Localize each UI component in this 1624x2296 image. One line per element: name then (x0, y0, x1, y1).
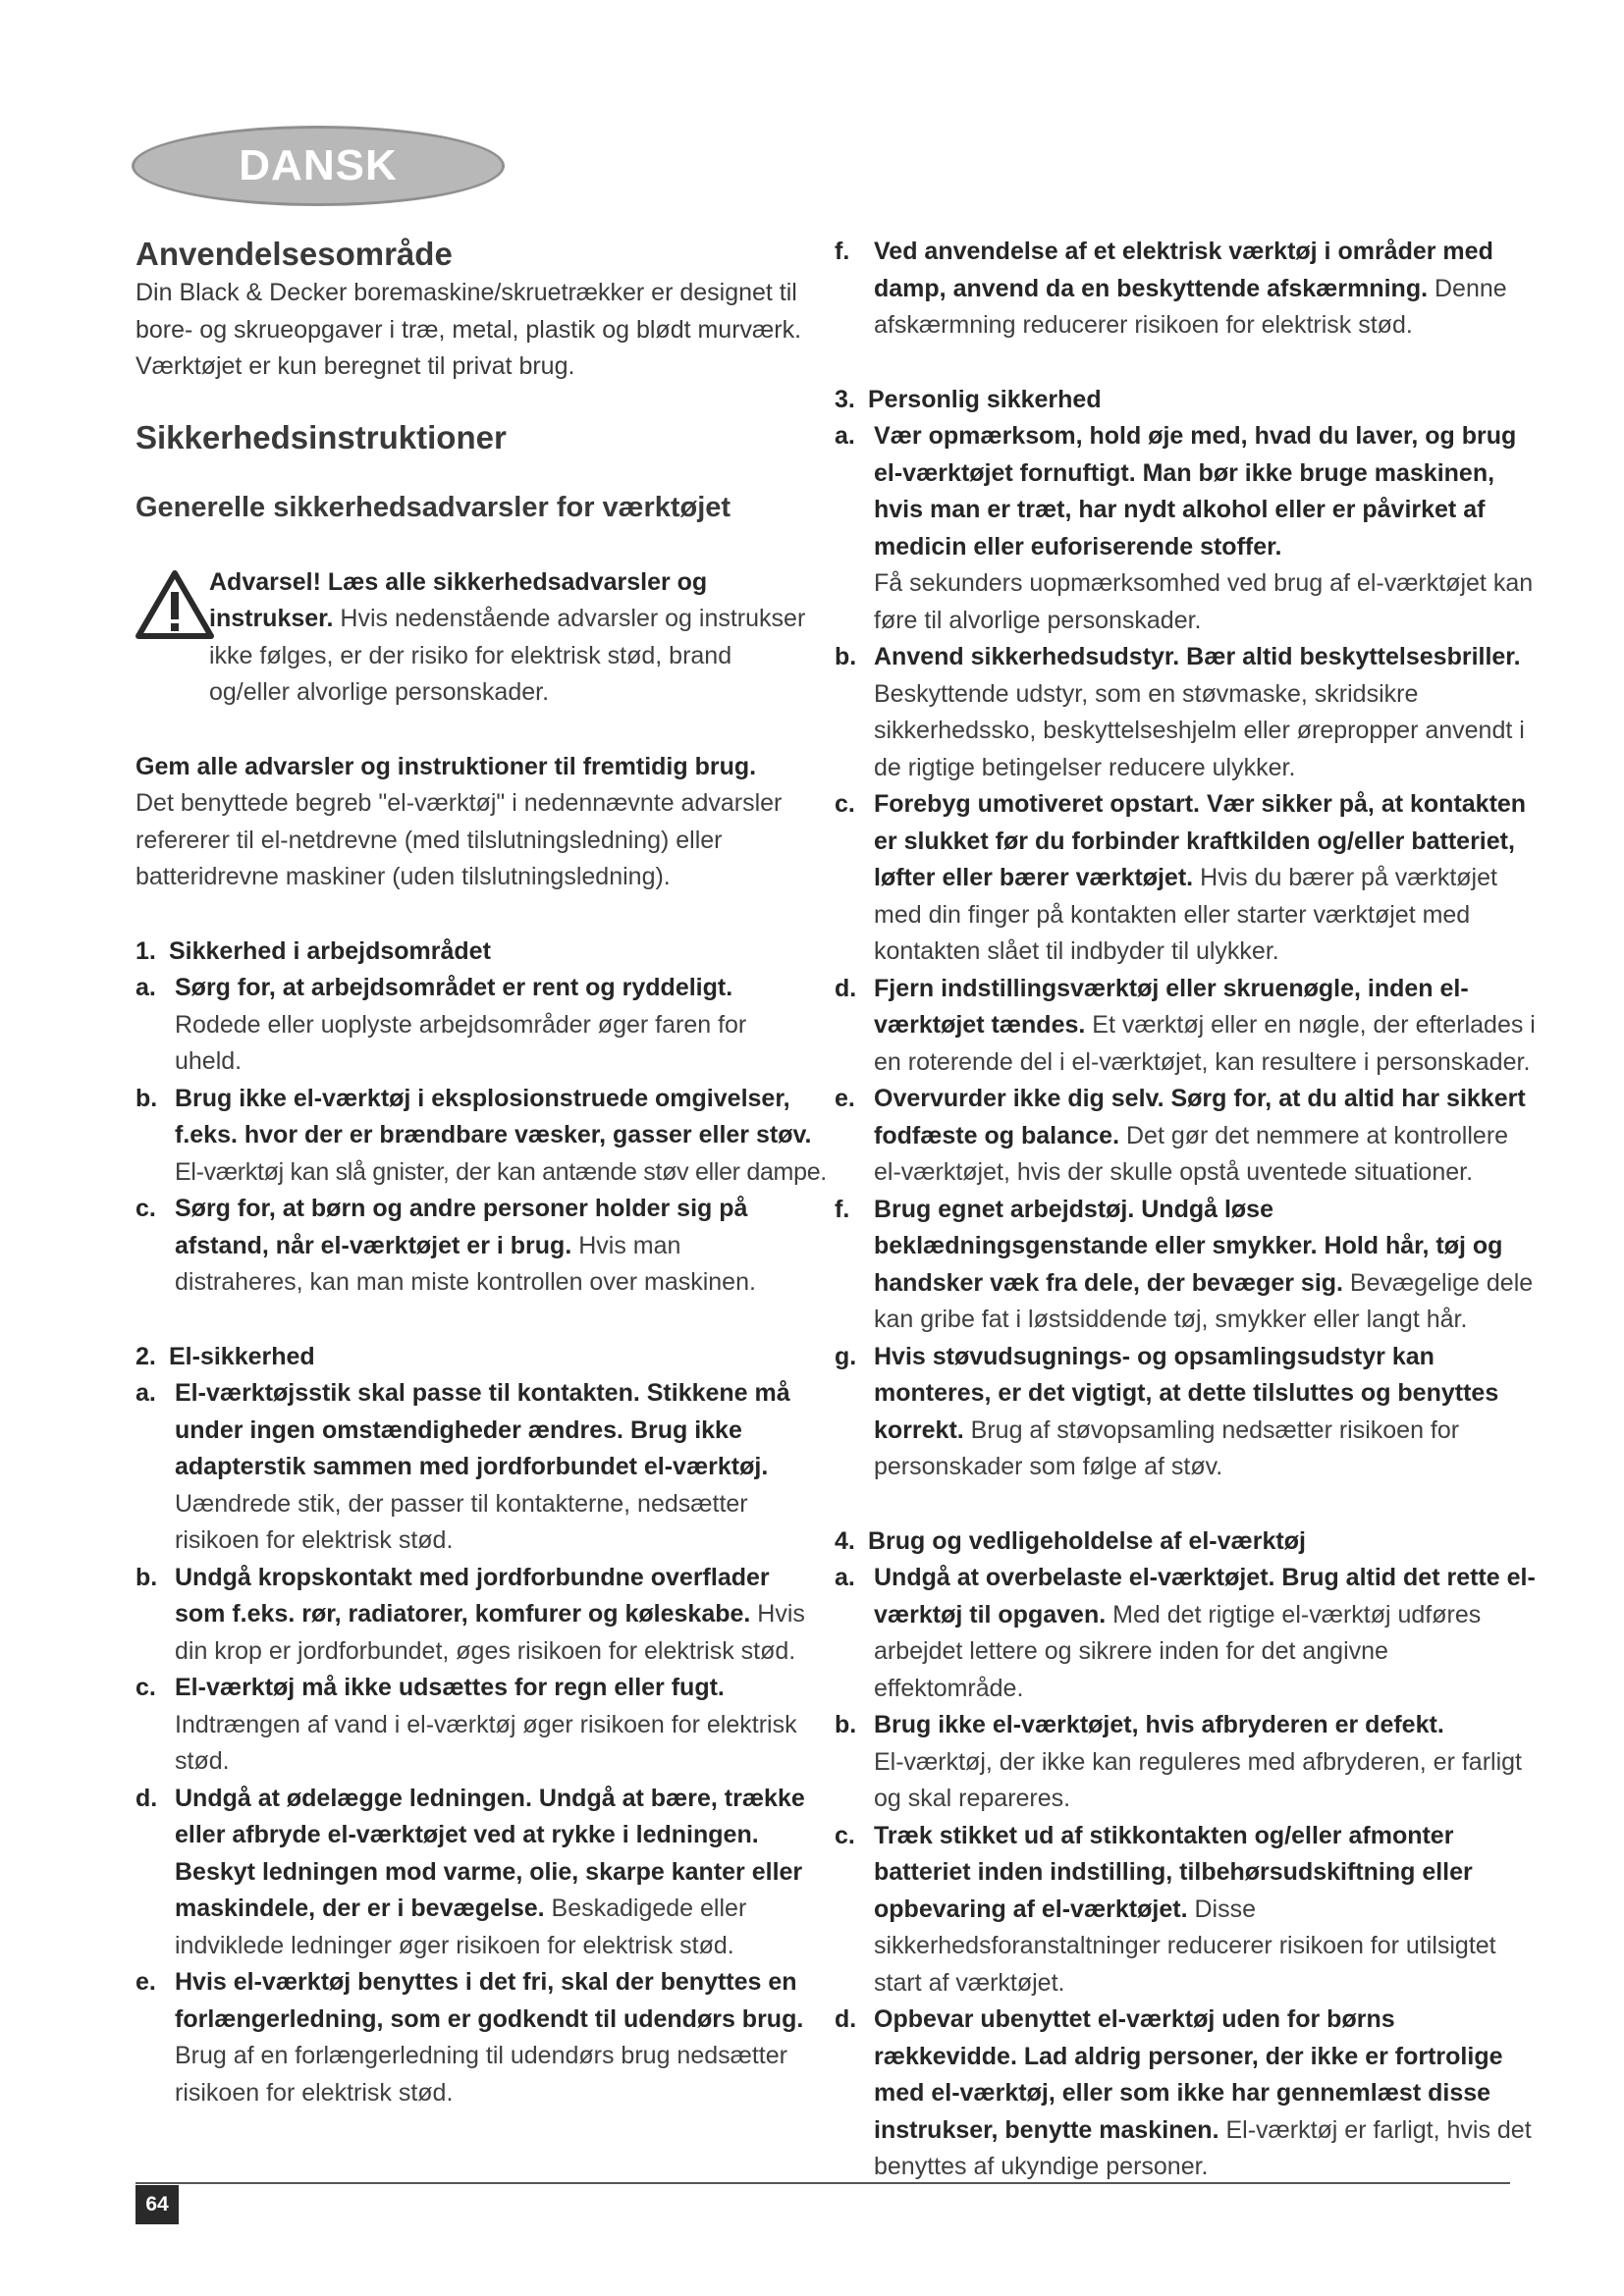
item-label: d. (835, 2005, 857, 2033)
item-label: a. (135, 1379, 156, 1407)
item-2a (135, 1375, 813, 1560)
item-label: c. (835, 1821, 855, 1849)
section-4-heading (835, 1523, 1537, 1561)
item-label: g. (835, 1342, 857, 1370)
item-3a (835, 418, 1537, 639)
item-label: d. (835, 974, 857, 1002)
item-2b-text: Hvis din krop er jordforbundet, øges risikoen for elektrisk stød. (175, 1600, 805, 1665)
footer-rule (135, 2182, 1510, 2184)
item-1a-bold: Sørg for, at arbejdsområdet er rent og ryddeligt. (175, 974, 733, 1001)
item-3g-bold: Hvis støvudsugnings- og opsamlingsudstyr kan monteres, er det vigtigt, at dette tilsluttes og benyttes korrekt. (874, 1342, 1499, 1444)
section-1-title: Sikkerhed i arbejdsområdet (169, 936, 491, 965)
item-4d (835, 2002, 1537, 2186)
item-1c-bold: Sørg for, at børn og andre personer holder sig på afstand, når el-værktøjet er i brug. (175, 1195, 748, 1259)
item-3e-text: Det gør det nemmere at kontrollere el-værktøjet, hvis der skulle opstå uventede situationer. (874, 1121, 1509, 1186)
item-2a-bold: El-værktøjsstik skal passe til kontakten. Stikkene må under ingen omstændigheder ændres. Brug ikke adapterstik sammen med jordforbundet el-værktøj. (175, 1379, 790, 1480)
section-3-heading (835, 382, 1537, 419)
item-2b (135, 1560, 813, 1671)
warning-block (135, 564, 813, 712)
item-label: b. (835, 1711, 857, 1738)
item-3d-text: Et værktøj eller en nøgle, der efterlades i en roterende del i el-værktøjet, kan resultere i personskader. (874, 1011, 1536, 1076)
warning-bold: Advarsel! Læs alle sikkerhedsadvarsler og instrukser. (209, 567, 708, 632)
item-2e (135, 1964, 813, 2111)
language-badge (132, 126, 505, 206)
page-number: 64 (135, 2185, 179, 2224)
item-4d-bold: Opbevar ubenyttet el-værktøj uden for børns rækkevidde. Lad aldrig personer, der ikke er fortrolige med el-værktøj, eller som ikke har gennemlæst disse instrukser, benytte maskinen. (874, 2005, 1503, 2144)
item-2c (135, 1670, 813, 1781)
item-label: c. (135, 1195, 156, 1222)
keep-text: Det benyttede begreb "el-værktøj" i nedennævnte advarsler refererer til el-netdrevne (med tilslutningsledning) eller batteridrevne maskiner (uden tilslutningsledning). (135, 789, 783, 890)
item-3d (835, 971, 1537, 1082)
section-1-number: 1. (135, 936, 156, 965)
item-label: c. (135, 1674, 156, 1701)
heading-use: Anvendelsesområde (135, 236, 453, 272)
keep-block (135, 749, 813, 896)
item-2f-text: Denne afskærmning reducerer risikoen for elektrisk stød. (874, 274, 1507, 339)
heading-safety: Sikkerhedsinstruktioner (135, 418, 507, 455)
section-3-number: 3. (835, 385, 855, 413)
item-3f-text: Bevægelige dele kan gribe fat i løstsiddende tøj, smykker eller langt hår. (874, 1268, 1534, 1333)
item-4d-text: El-værktøj er farligt, hvis det benyttes af ukyndige personer. (874, 2115, 1532, 2180)
heading-general: Generelle sikkerhedsadvarsler for værktøjet (135, 491, 731, 523)
item-1b-text: El-værktøj kan slå gnister, der kan antænde støv eller dampe. (175, 1157, 827, 1186)
item-4b-text: El-værktøj, der ikke kan reguleres med afbryderen, er farligt og skal repareres. (874, 1747, 1522, 1812)
item-3g-text: Brug af støvopsamling nedsætter risikoen for personskader som følge af støv. (874, 1415, 1460, 1480)
item-4b (835, 1707, 1537, 1818)
item-2f-bold: Ved anvendelse af et elektrisk værktøj i områder med damp, anvend da en beskyttende afskærmning. (874, 238, 1493, 302)
item-label: b. (835, 643, 857, 670)
item-3b-text: Beskyttende udstyr, som en støvmaske, skridsikre sikkerhedssko, beskyttelseshjelm eller ørepropper anvendt i de rigtige betingelser reducere ulykker. (874, 679, 1525, 781)
item-4a-bold: Undgå at overbelaste el-værktøjet. Brug altid det rette el-værktøj til opgaven. (874, 1564, 1536, 1629)
item-1c (135, 1191, 813, 1302)
section-4-title: Brug og vedligeholdelse af el-værktøj (868, 1526, 1306, 1555)
item-2c-bold: El-værktøj må ikke udsættes for regn eller fugt. (175, 1674, 725, 1701)
item-label: b. (135, 1084, 158, 1112)
item-label: f. (835, 238, 850, 265)
item-2e-text: Brug af en forlængerledning til udendørs brug nedsætter risikoen for elektrisk stød. (175, 2042, 787, 2107)
item-label: a. (835, 1564, 855, 1591)
item-2f (835, 234, 1537, 345)
item-1b (135, 1081, 827, 1192)
item-1a (135, 970, 813, 1081)
item-3b-bold: Anvend sikkerhedsudstyr. Bær altid beskyttelsesbriller. (874, 643, 1521, 670)
section-1-heading (135, 934, 813, 971)
item-2a-text: Uændrede stik, der passer til kontakterne, nedsætter risikoen for elektrisk stød. (175, 1489, 748, 1554)
item-label: a. (835, 422, 855, 450)
use-text: Din Black & Decker boremaskine/skruetrækker er designet til bore- og skrueopgaver i træ, metal, plastik og blødt murværk. Værktøjet er kun beregnet til privat brug. (135, 279, 802, 380)
warning-triangle-icon (135, 570, 214, 639)
item-label: a. (135, 974, 156, 1001)
item-2d (135, 1781, 813, 1965)
language-label: DANSK (239, 141, 398, 189)
section-2-number: 2. (135, 1342, 156, 1370)
item-label: f. (835, 1195, 850, 1223)
item-label: e. (835, 1085, 855, 1112)
item-2e-bold: Hvis el-værktøj benyttes i det fri, skal der benyttes en forlængerledning, som er godkendt til udendørs brug. (175, 1968, 804, 2033)
item-3f-bold: Brug egnet arbejdstøj. Undgå løse beklædningsgenstande eller smykker. Hold hår, tøj og handsker væk fra dele, der bevæger sig. (874, 1195, 1503, 1297)
item-label: d. (135, 1784, 158, 1812)
item-3c-text: Hvis du bærer på værktøjet med din finger på kontakten eller starter værktøjet med kontakten slået til indbyder til ulykker. (874, 864, 1497, 965)
item-1b-bold: Brug ikke el-værktøj i eksplosionstruede omgivelser, f.eks. hvor der er brændbare væsker, gasser eller støv. (175, 1084, 812, 1148)
item-label: c. (835, 790, 855, 818)
item-2d-bold: Undgå at ødelægge ledningen. Undgå at bære, trække eller afbryde el-værktøjet ved at rykke i ledningen. Beskyt ledningen mod varme, olie, skarpe kanter eller maskindele, der er i bevægelse. (175, 1784, 805, 1922)
item-3a-bold: Vær opmærksom, hold øje med, hvad du laver, og brug el-værktøjet fornuftigt. Man bør ikke bruge maskinen, hvis man er træt, har nydt alkohol eller er påvirket af medicin eller euforiserende stoffer. (874, 422, 1517, 561)
item-3d-bold: Fjern indstillingsværktøj eller skruenøgle, inden el-værktøjet tændes. (874, 974, 1469, 1039)
item-4a-text: Med det rigtige el-værktøj udføres arbejdet lettere og sikrere inden for det angivne effektområde. (874, 1600, 1482, 1702)
item-4a (835, 1560, 1537, 1707)
section-3-title: Personlig sikkerhed (868, 385, 1102, 413)
section-2-title: El-sikkerhed (169, 1342, 315, 1370)
item-label: e. (135, 1968, 156, 1996)
left-column (135, 234, 827, 2111)
item-4c (835, 1818, 1537, 2002)
item-1a-text: Rodede eller uoplyste arbejdsområder øger faren for uheld. (175, 1010, 747, 1075)
item-label: b. (135, 1563, 158, 1591)
item-2b-bold: Undgå kropskontakt med jordforbundne overflader som f.eks. rør, radiatorer, komfurer og køleskabe. (175, 1563, 770, 1628)
keep-bold: Gem alle advarsler og instruktioner til fremtidig brug. (135, 752, 757, 780)
item-1c-text: Hvis man distraheres, kan man miste kontrollen over maskinen. (175, 1231, 756, 1296)
item-3b (835, 639, 1537, 786)
section-2-heading (135, 1339, 813, 1376)
item-4b-bold: Brug ikke el-værktøjet, hvis afbryderen er defekt. (874, 1711, 1444, 1738)
item-3g (835, 1339, 1537, 1486)
warning-text: Hvis nedenstående advarsler og instrukser ikke følges, er der risiko for elektrisk stød, brand og/eller alvorlige personskader. (209, 605, 806, 706)
item-3a-text: Få sekunders uopmærksomhed ved brug af el-værktøjet kan føre til alvorlige personskader. (874, 569, 1534, 634)
item-3e-bold: Overvurder ikke dig selv. Sørg for, at du altid har sikkert fodfæste og balance. (874, 1085, 1526, 1149)
item-3c (835, 786, 1537, 971)
section-4-number: 4. (835, 1526, 855, 1555)
item-3e (835, 1081, 1537, 1192)
item-3c-bold: Forebyg umotiveret opstart. Vær sikker på, at kontakten er slukket før du forbinder kraftkilden og/eller batteriet, løfter eller bærer værktøjet. (874, 790, 1527, 891)
item-4c-text: Disse sikkerhedsforanstaltninger reducerer risikoen for utilsigtet start af værktøjet. (874, 1895, 1496, 1997)
item-2d-text: Beskadigede eller indviklede ledninger øger risikoen for elektrisk stød. (175, 1895, 747, 1959)
item-4c-bold: Træk stikket ud af stikkontakten og/eller afmonter batteriet inden indstilling, tilbehørsudskiftning eller opbevaring af el-værktøjet. (874, 1821, 1473, 1923)
right-column (835, 234, 1537, 2186)
item-3f (835, 1192, 1537, 1339)
item-2c-text: Indtrængen af vand i el-værktøj øger risikoen for elektrisk stød. (175, 1710, 797, 1775)
